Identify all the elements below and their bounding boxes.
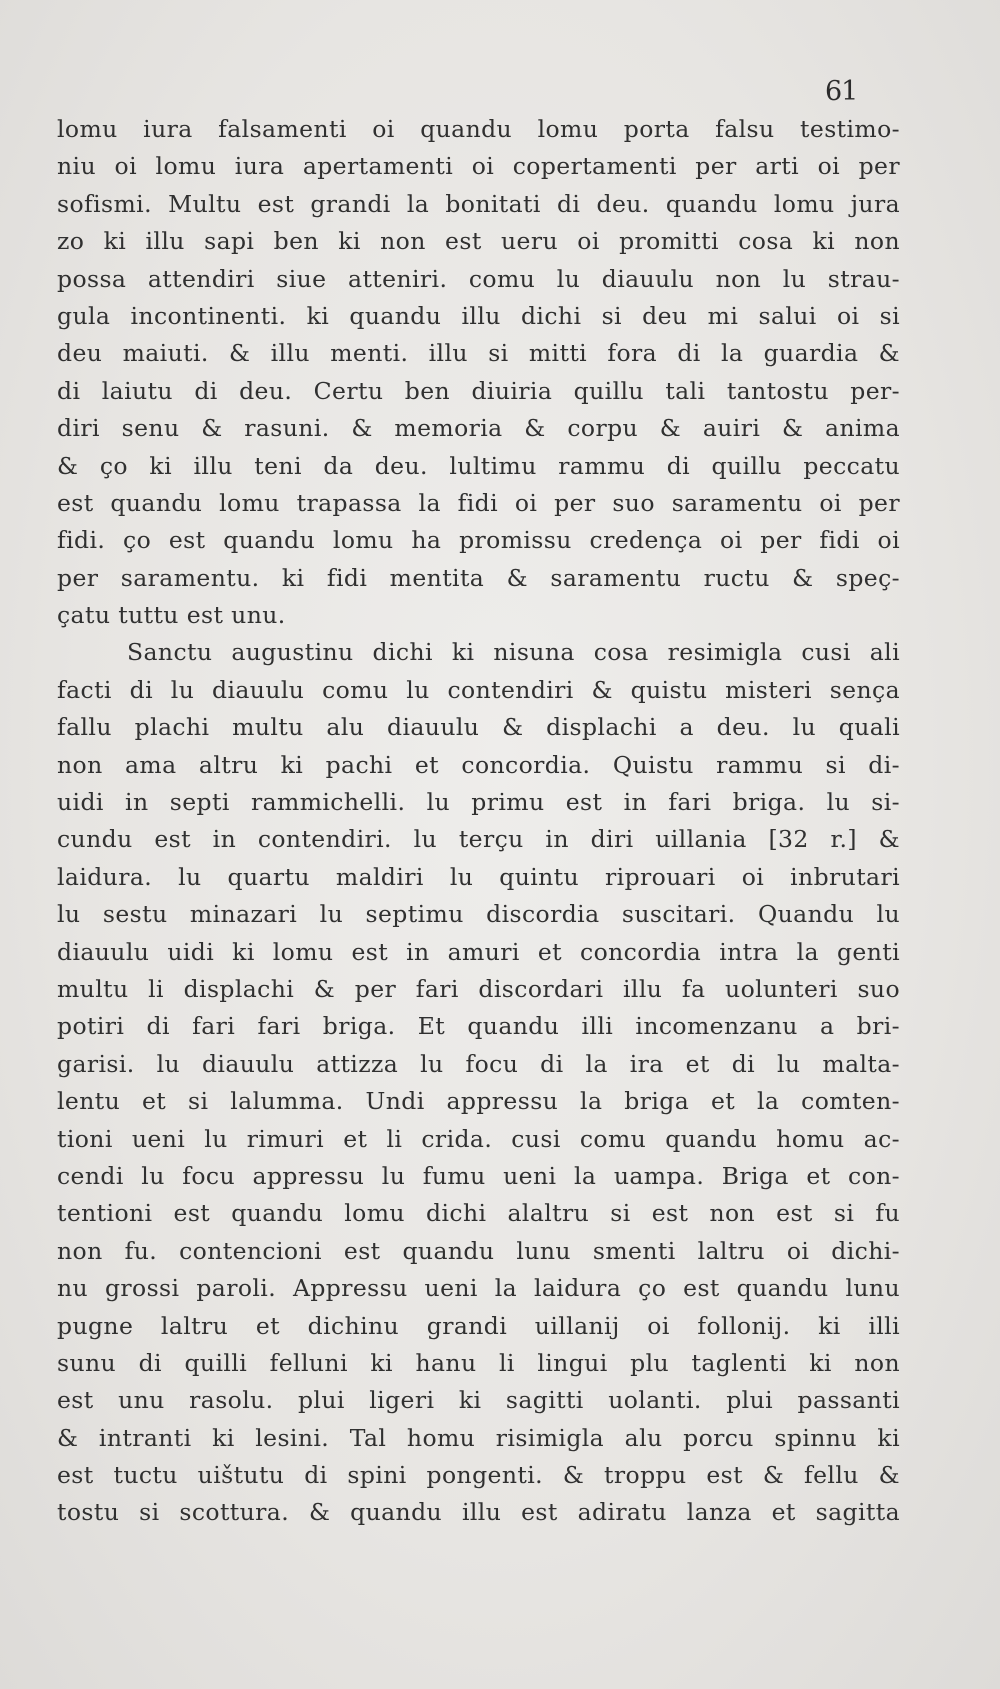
- text-line: tentioni est quandu lomu dichi alaltru si est non est si fu: [57, 1199, 900, 1228]
- text-line: potiri di fari fari briga. Et quandu illi incomenzanu a bri-: [57, 1012, 900, 1041]
- text-line: di laiutu di deu. Certu ben diuiria quillu tali tantostu per-: [57, 376, 900, 405]
- text-line: deu maiuti. & illu menti. illu si mitti fora di la guardia &: [57, 339, 900, 368]
- text-line: sofismi. Multu est grandi la bonitati di deu. quandu lomu jura: [57, 189, 900, 218]
- text-line: diauulu uidi ki lomu est in amuri et concordia intra la genti: [57, 937, 900, 966]
- text-line: lentu et si lalumma. Undi appressu la briga et la comten-: [57, 1087, 900, 1116]
- text-line: per saramentu. ki fidi mentita & saramentu ructu & speç-: [57, 563, 900, 592]
- text-line: & ço ki illu teni da deu. lultimu rammu di quillu peccatu: [57, 451, 900, 480]
- text-line: cundu est in contendiri. lu terçu in diri uillania [32 r.] &: [57, 825, 900, 854]
- body-text: [57, 111, 900, 1532]
- text-line: nu grossi paroli. Appressu ueni la laidura ço est quandu lunu: [57, 1274, 900, 1303]
- text-line: lomu iura falsamenti oi quandu lomu porta falsu testimo-: [57, 115, 900, 143]
- text-line: possa attendiri siue atteniri. comu lu diauulu non lu strau-: [57, 264, 900, 293]
- text-line: sunu di quilli felluni ki hanu li lingui plu taglenti ki non: [57, 1348, 900, 1377]
- text-line: garisi. lu diauulu attizza lu focu di la ira et di lu malta-: [57, 1049, 900, 1078]
- text-line: tostu si scottura. & quandu illu est adiratu lanza et sagitta: [57, 1498, 900, 1527]
- text-line: est tuctu uištutu di spini pongenti. & troppu est & fellu &: [57, 1461, 900, 1490]
- text-line: multu li displachi & per fari discordari illu fa uolunteri suo: [57, 974, 900, 1003]
- text-line: non ama altru ki pachi et concordia. Quistu rammu si di-: [57, 750, 900, 779]
- text-line: est unu rasolu. plui ligeri ki sagitti uolanti. plui passanti: [57, 1386, 900, 1415]
- text-line: & intranti ki lesini. Tal homu risimigla alu porcu spinnu ki: [57, 1423, 900, 1452]
- text-line: çatu tuttu est unu.: [57, 601, 286, 630]
- paragraph-start-line: Sanctu augustinu dichi ki nisuna cosa resimigla cusi ali: [127, 638, 900, 667]
- text-line: fallu plachi multu alu diauulu & displachi a deu. lu quali: [57, 713, 900, 742]
- text-line: tioni ueni lu rimuri et li crida. cusi comu quandu homu ac-: [57, 1124, 900, 1153]
- text-line: zo ki illu sapi ben ki non est ueru oi promitti cosa ki non: [57, 227, 900, 256]
- text-line: uidi in septi rammichelli. lu primu est in fari briga. lu si-: [57, 788, 900, 817]
- text-line: fidi. ço est quandu lomu ha promissu credença oi per fidi oi: [57, 526, 900, 555]
- page-number: 61: [825, 76, 858, 107]
- text-line: facti di lu diauulu comu lu contendiri & quistu misteri sença: [57, 675, 900, 704]
- text-line: laidura. lu quartu maldiri lu quintu riprouari oi inbrutari: [57, 862, 900, 891]
- text-line: cendi lu focu appressu lu fumu ueni la uampa. Briga et con-: [57, 1161, 900, 1190]
- text-line: lu sestu minazari lu septimu discordia suscitari. Quandu lu: [57, 900, 900, 929]
- text-line: diri senu & rasuni. & memoria & corpu & auiri & anima: [57, 414, 900, 443]
- text-line: gula incontinenti. ki quandu illu dichi si deu mi salui oi si: [57, 301, 900, 330]
- text-line: pugne laltru et dichinu grandi uillanij oi follonij. ki illi: [57, 1311, 900, 1340]
- text-line: est quandu lomu trapassa la fidi oi per suo saramentu oi per: [57, 488, 900, 517]
- text-line: niu oi lomu iura apertamenti oi copertamenti per arti oi per: [57, 152, 900, 181]
- text-line: non fu. contencioni est quandu lunu smenti laltru oi dichi-: [57, 1236, 900, 1265]
